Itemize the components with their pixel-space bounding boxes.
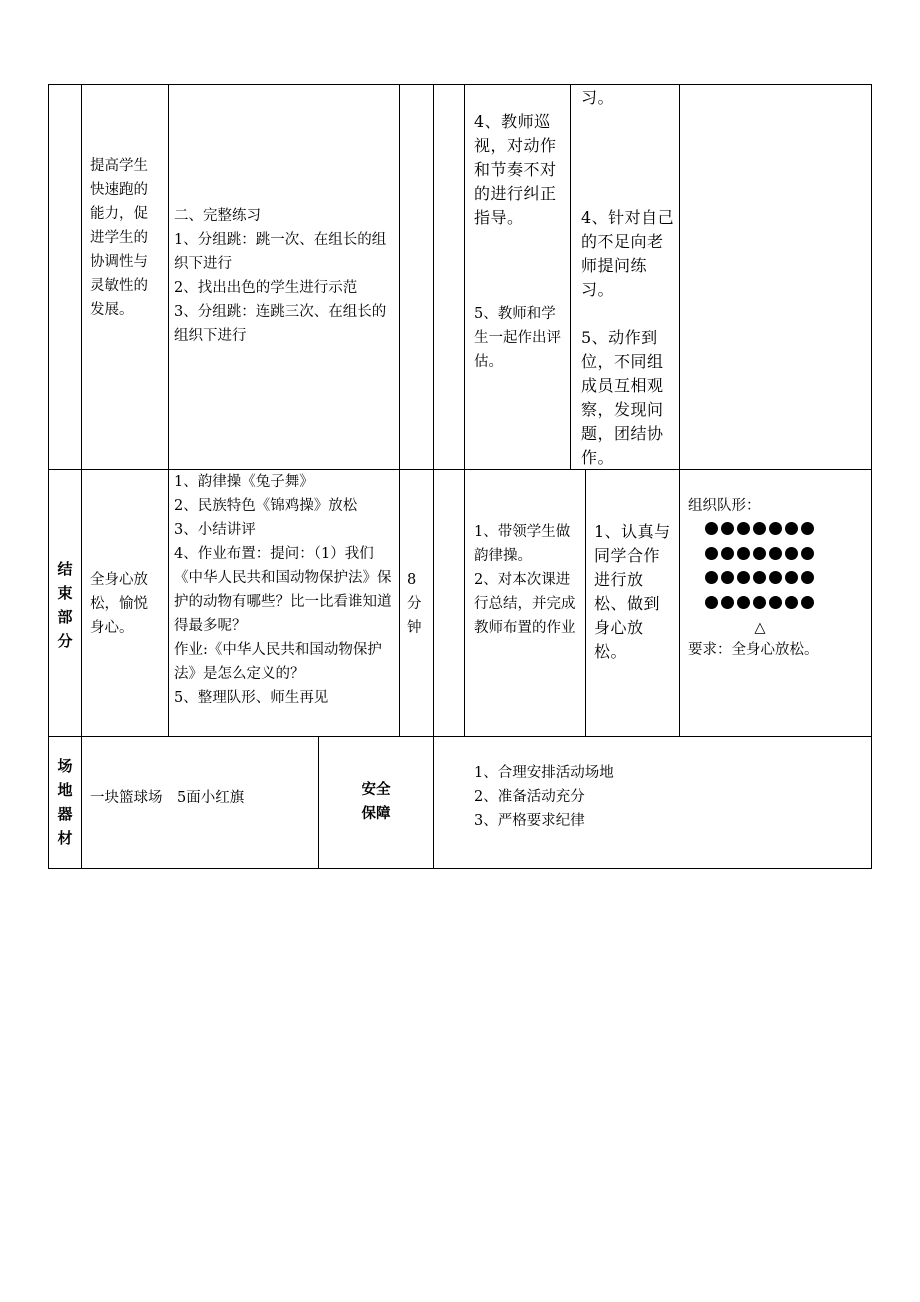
row1-teacher-5: 5、教师和学生一起作出评估。 — [474, 306, 561, 370]
student-dot — [801, 596, 814, 609]
row-divider-2 — [48, 736, 872, 737]
student-dot — [753, 547, 766, 560]
row2-content — [174, 470, 398, 710]
student-dot — [801, 522, 814, 535]
student-dot — [705, 596, 718, 609]
col-divider-4 — [433, 84, 434, 869]
col-divider-6b — [585, 469, 586, 736]
org-requirement: 要求：全身心放松。 — [688, 642, 819, 658]
student-dot — [785, 547, 798, 560]
student-dot — [769, 522, 782, 535]
row2-content-line: 3、小结讲评 — [174, 522, 256, 538]
student-dot — [785, 571, 798, 584]
student-dot — [737, 596, 750, 609]
formation-grid — [705, 522, 825, 622]
student-dot — [785, 522, 798, 535]
student-dot — [769, 547, 782, 560]
table-border-left — [48, 84, 49, 869]
teacher-position-icon: △ — [754, 620, 766, 636]
row1-content-line: 二、完整练习 — [174, 208, 261, 224]
row1-student-5: 5、动作到位，不同组成员互相观察，发现问题，团结协作。 — [581, 328, 664, 467]
student-dot — [721, 547, 734, 560]
student-dot — [721, 571, 734, 584]
safety-item: 2、准备活动充分 — [474, 789, 585, 805]
lesson-plan-table — [48, 84, 872, 869]
table-border-bottom — [48, 868, 872, 869]
row2-teacher — [474, 520, 582, 640]
student-dot — [769, 596, 782, 609]
row2-teacher-line: 1、带领学生做韵律操。 — [474, 524, 571, 564]
row1-content-line: 2、找出出色的学生进行示范 — [174, 280, 358, 296]
student-dot — [721, 596, 734, 609]
student-dot — [737, 571, 750, 584]
safety-item: 1、合理安排活动场地 — [474, 765, 614, 781]
row2-time: 8分钟 — [407, 572, 422, 636]
col-divider-2 — [168, 84, 169, 736]
formation-row — [705, 522, 814, 538]
col-divider-1 — [81, 84, 82, 869]
student-dot — [753, 596, 766, 609]
row1-goal: 提高学生快速跑的能力，促进学生的协调性与灵敏性的发展。 — [90, 158, 148, 318]
student-dot — [721, 522, 734, 535]
row2-content-line: 2、民族特色《锦鸡操》放松 — [174, 498, 358, 514]
row-divider-1 — [48, 469, 872, 470]
student-dot — [737, 547, 750, 560]
row2-content-line: 作业:《中华人民共和国动物保护法》是怎么定义的？ — [174, 642, 382, 682]
row1-content-line: 1、分组跳：跳一次、在组长的组织下进行 — [174, 232, 387, 272]
student-dot — [705, 522, 718, 535]
row1-student-4: 4、针对自己的不足向老师提问练习。 — [581, 208, 675, 299]
student-dot — [737, 522, 750, 535]
formation-row — [705, 596, 814, 612]
row1-content — [174, 204, 394, 348]
row2-content-line: 4、作业布置：提问：（1）我们《中华人民共和国动物保护法》保护的动物有哪些？比一比看谁知道得最多呢？ — [174, 546, 392, 634]
col-divider-7 — [679, 84, 680, 736]
safety-label: 安全保障 — [361, 782, 391, 822]
safety-list — [474, 761, 854, 833]
col-divider-3 — [399, 84, 400, 736]
row1-student-prev: 习。 — [581, 88, 615, 107]
row2-content-line: 5、整理队形、师生再见 — [174, 690, 329, 706]
table-border-top — [48, 84, 872, 85]
row2-goal: 全身心放松，愉悦身心。 — [90, 572, 148, 636]
table-border-right — [871, 84, 872, 869]
student-dot — [753, 522, 766, 535]
student-dot — [801, 547, 814, 560]
section-label-end: 结束部分 — [57, 560, 73, 650]
row2-student: 1、认真与同学合作进行放松、做到身心放松。 — [594, 522, 671, 661]
formation-row — [705, 547, 814, 563]
row2-teacher-line: 2、对本次课进行总结，并完成教师布置的作业 — [474, 572, 576, 636]
org-title: 组织队形： — [688, 498, 761, 514]
student-dot — [753, 571, 766, 584]
student-dot — [801, 571, 814, 584]
safety-item: 3、严格要求纪律 — [474, 813, 585, 829]
student-dot — [705, 547, 718, 560]
col-divider-6a — [570, 84, 571, 469]
equipment-text: 一块篮球场 5面小红旗 — [90, 790, 245, 806]
col-divider-row3 — [318, 736, 319, 869]
student-dot — [705, 571, 718, 584]
section-label-venue: 场地器材 — [57, 757, 73, 847]
student-dot — [785, 596, 798, 609]
formation-row — [705, 571, 814, 587]
col-divider-5 — [464, 84, 465, 736]
row1-teacher-4: 4、教师巡视，对动作和节奏不对的进行纠正指导。 — [474, 112, 557, 227]
row2-content-line: 1、韵律操《兔子舞》 — [174, 474, 314, 490]
row1-content-line: 3、分组跳：连跳三次、在组长的组织下进行 — [174, 304, 387, 344]
student-dot — [769, 571, 782, 584]
